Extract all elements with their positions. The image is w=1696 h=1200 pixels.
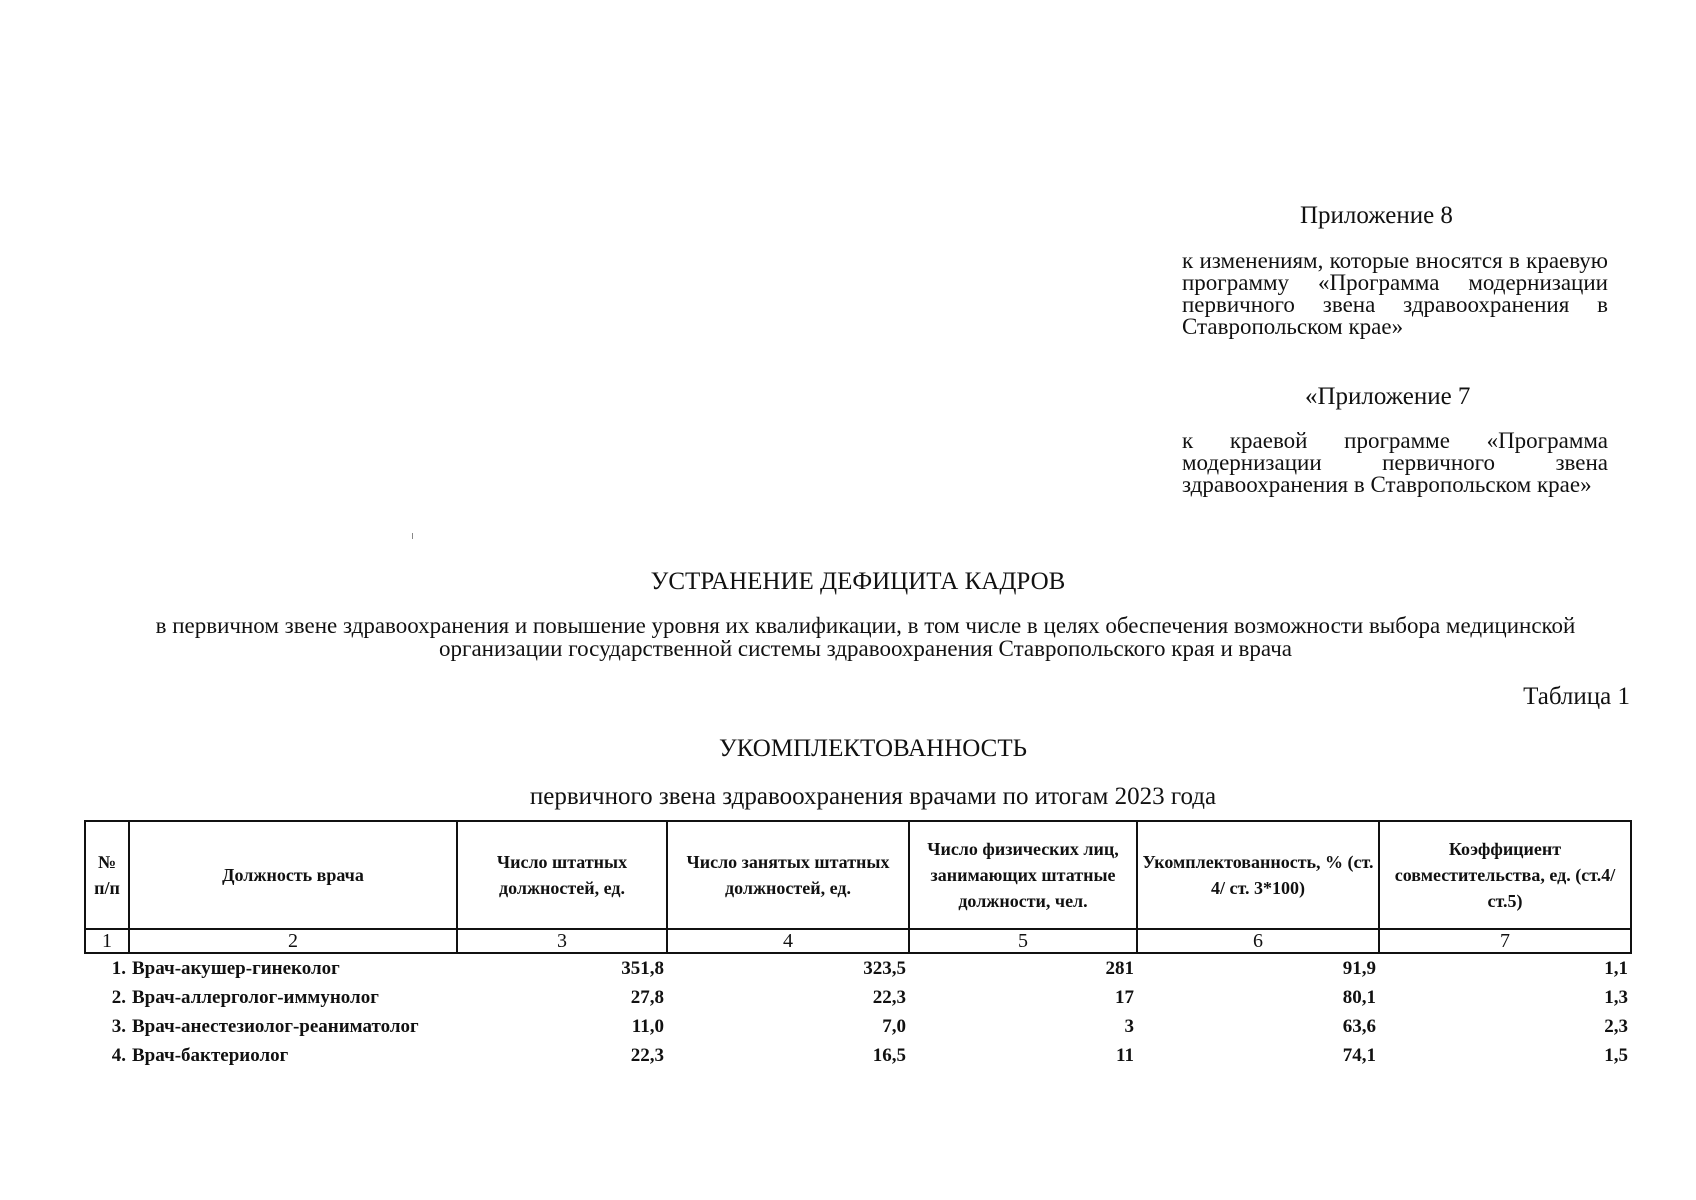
appendix-7-text: к краевой программе «Программа модернизации первичного звена здравоохранения в Ставропольском крае» — [1182, 428, 1608, 497]
staffing-title: УКОМПЛЕКТОВАННОСТЬ — [719, 735, 1027, 762]
occupied-positions-value: 22,3 — [872, 987, 906, 1008]
occupied-positions-value: 16,5 — [872, 1045, 906, 1066]
staffing-subtitle: первичного звена здравоохранения врачами по итогам 2023 года — [529, 783, 1217, 810]
appendix-8-title: Приложение 8 — [1300, 202, 1453, 229]
combination-coefficient-value: 1,1 — [1604, 958, 1628, 979]
staff-positions-value: 27,8 — [630, 987, 664, 1008]
row-number: 4. — [111, 1045, 126, 1066]
column-number: 6 — [1137, 929, 1379, 953]
staffing-rate-value: 91,9 — [1342, 958, 1376, 979]
table-header-row — [85, 821, 1631, 929]
column-number: 5 — [909, 929, 1137, 953]
appendix-7-title: «Приложение 7 — [1305, 383, 1471, 410]
staffing-rate-value: 74,1 — [1342, 1045, 1376, 1066]
document-title: УСТРАНЕНИЕ ДЕФИЦИТА КАДРОВ — [650, 568, 1066, 595]
row-number: 1. — [111, 958, 126, 979]
individuals-value: 281 — [1105, 958, 1134, 979]
header-occupied-positions: Число занятых штатных должностей, ед. — [667, 821, 909, 929]
staff-positions-value: 351,8 — [621, 958, 664, 979]
scan-speck — [412, 533, 413, 539]
individuals-value: 11 — [1116, 1045, 1134, 1066]
combination-coefficient-value: 1,3 — [1604, 987, 1628, 1008]
table-row — [85, 1041, 1631, 1070]
column-number: 3 — [457, 929, 667, 953]
row-number: 2. — [111, 987, 126, 1008]
table-row — [85, 953, 1631, 983]
header-staff-positions: Число штатных должностей, ед. — [457, 821, 667, 929]
header-number: № п/п — [85, 821, 129, 929]
individuals-value: 3 — [1124, 1016, 1134, 1037]
column-number: 7 — [1379, 929, 1631, 953]
header-combination-coefficient: Коэффициент совместительства, ед. (ст.4/ст.5) — [1379, 821, 1631, 929]
position-name: Врач-анестезиолог-реаниматолог — [132, 1016, 419, 1037]
combination-coefficient-value: 2,3 — [1604, 1016, 1628, 1037]
position-name: Врач-аллерголог-иммунолог — [132, 987, 379, 1008]
column-number: 2 — [129, 929, 457, 953]
column-number: 4 — [667, 929, 909, 953]
appendix-8-text: к изменениям, которые вносятся в краевую программу «Программа модернизации первичного звена здравоохранения в Ставропольском крае» — [1182, 248, 1608, 339]
staffing-rate-value: 80,1 — [1342, 987, 1376, 1008]
column-number: 1 — [85, 929, 129, 953]
combination-coefficient-value: 1,5 — [1604, 1045, 1628, 1066]
column-number-row — [85, 929, 1631, 953]
staff-positions-value: 22,3 — [630, 1045, 664, 1066]
table-row — [85, 983, 1631, 1012]
table-row — [85, 1012, 1631, 1041]
header-position: Должность врача — [129, 821, 457, 929]
header-individuals: Число физических лиц, занимающих штатные должности, чел. — [909, 821, 1137, 929]
staff-positions-value: 11,0 — [631, 1016, 664, 1037]
position-name: Врач-бактериолог — [132, 1045, 289, 1066]
document-subtitle: в первичном звене здравоохранения и повышение уровня их квалификации, в том числе в целях обеспечения возможности выбора медицинской организации государственной системы здравоохранения Ставропольского края и врача — [155, 613, 1576, 661]
occupied-positions-value: 7,0 — [882, 1016, 906, 1037]
table-caption: Таблица 1 — [1523, 683, 1630, 710]
individuals-value: 17 — [1115, 987, 1134, 1008]
row-number: 3. — [111, 1016, 126, 1037]
position-name: Врач-акушер-гинеколог — [132, 958, 340, 979]
staffing-rate-value: 63,6 — [1342, 1016, 1376, 1037]
header-staffing-rate: Укомплектованность, % (ст. 4/ ст. 3*100) — [1137, 821, 1379, 929]
staffing-table — [84, 820, 1632, 1070]
occupied-positions-value: 323,5 — [863, 958, 906, 979]
